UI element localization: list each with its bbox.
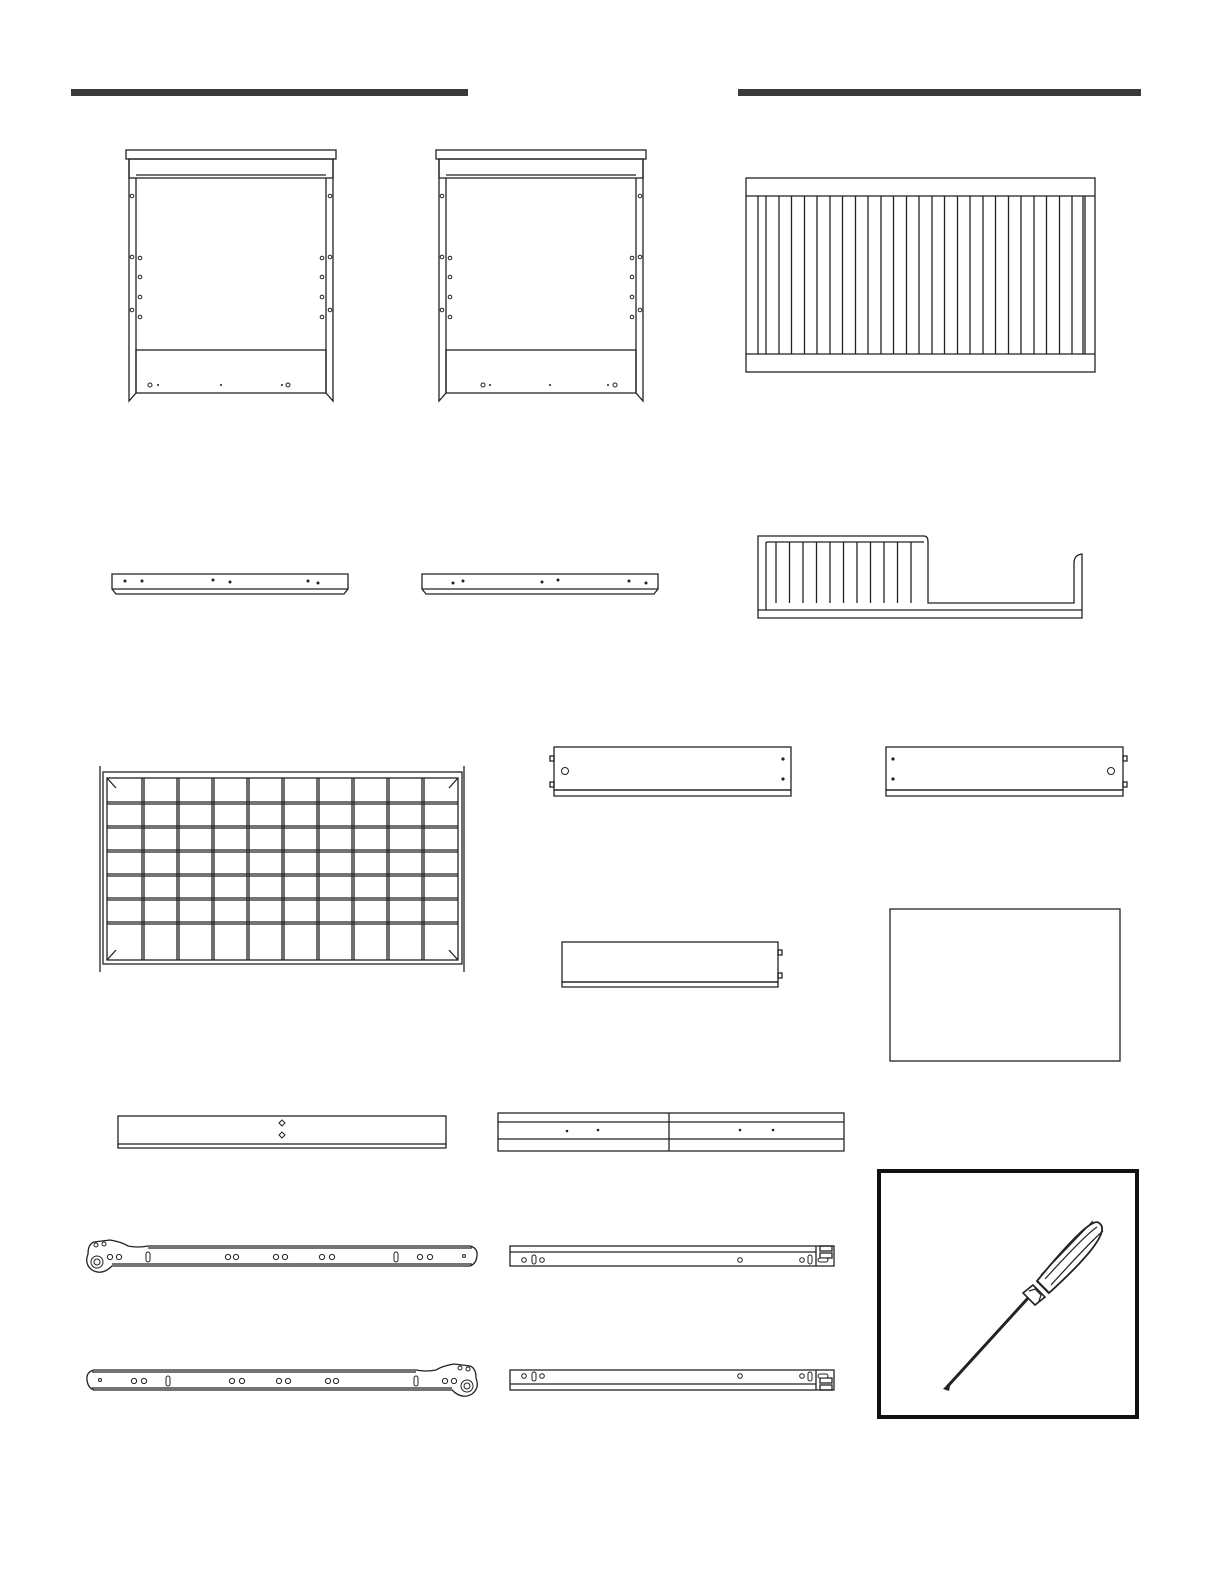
drawer-side-left [548,742,798,802]
drawer-slide-drawer-bottom [504,1364,840,1396]
toddler-guard-rail [752,530,1092,625]
drawer-bottom [886,905,1126,1067]
drawer-side-right [880,742,1130,802]
tool-box [877,1169,1139,1419]
crib-front-rail [740,172,1102,382]
bottom-support-rail [492,1108,850,1156]
headboard-panel-left [120,145,345,410]
drawer-slide-drawer-top [504,1240,840,1272]
drawer-slide-cabinet-top [82,1232,482,1282]
drawer-slide-cabinet-bottom [82,1356,482,1406]
drawer-front-support [112,1112,452,1154]
stabilizer-bar-left [108,570,358,600]
mattress-support-grid [96,762,471,977]
right-section-rule [738,89,1141,96]
headboard-panel-right [430,145,655,410]
stabilizer-bar-right [418,570,668,600]
drawer-back [556,937,786,992]
left-section-rule [71,89,468,96]
